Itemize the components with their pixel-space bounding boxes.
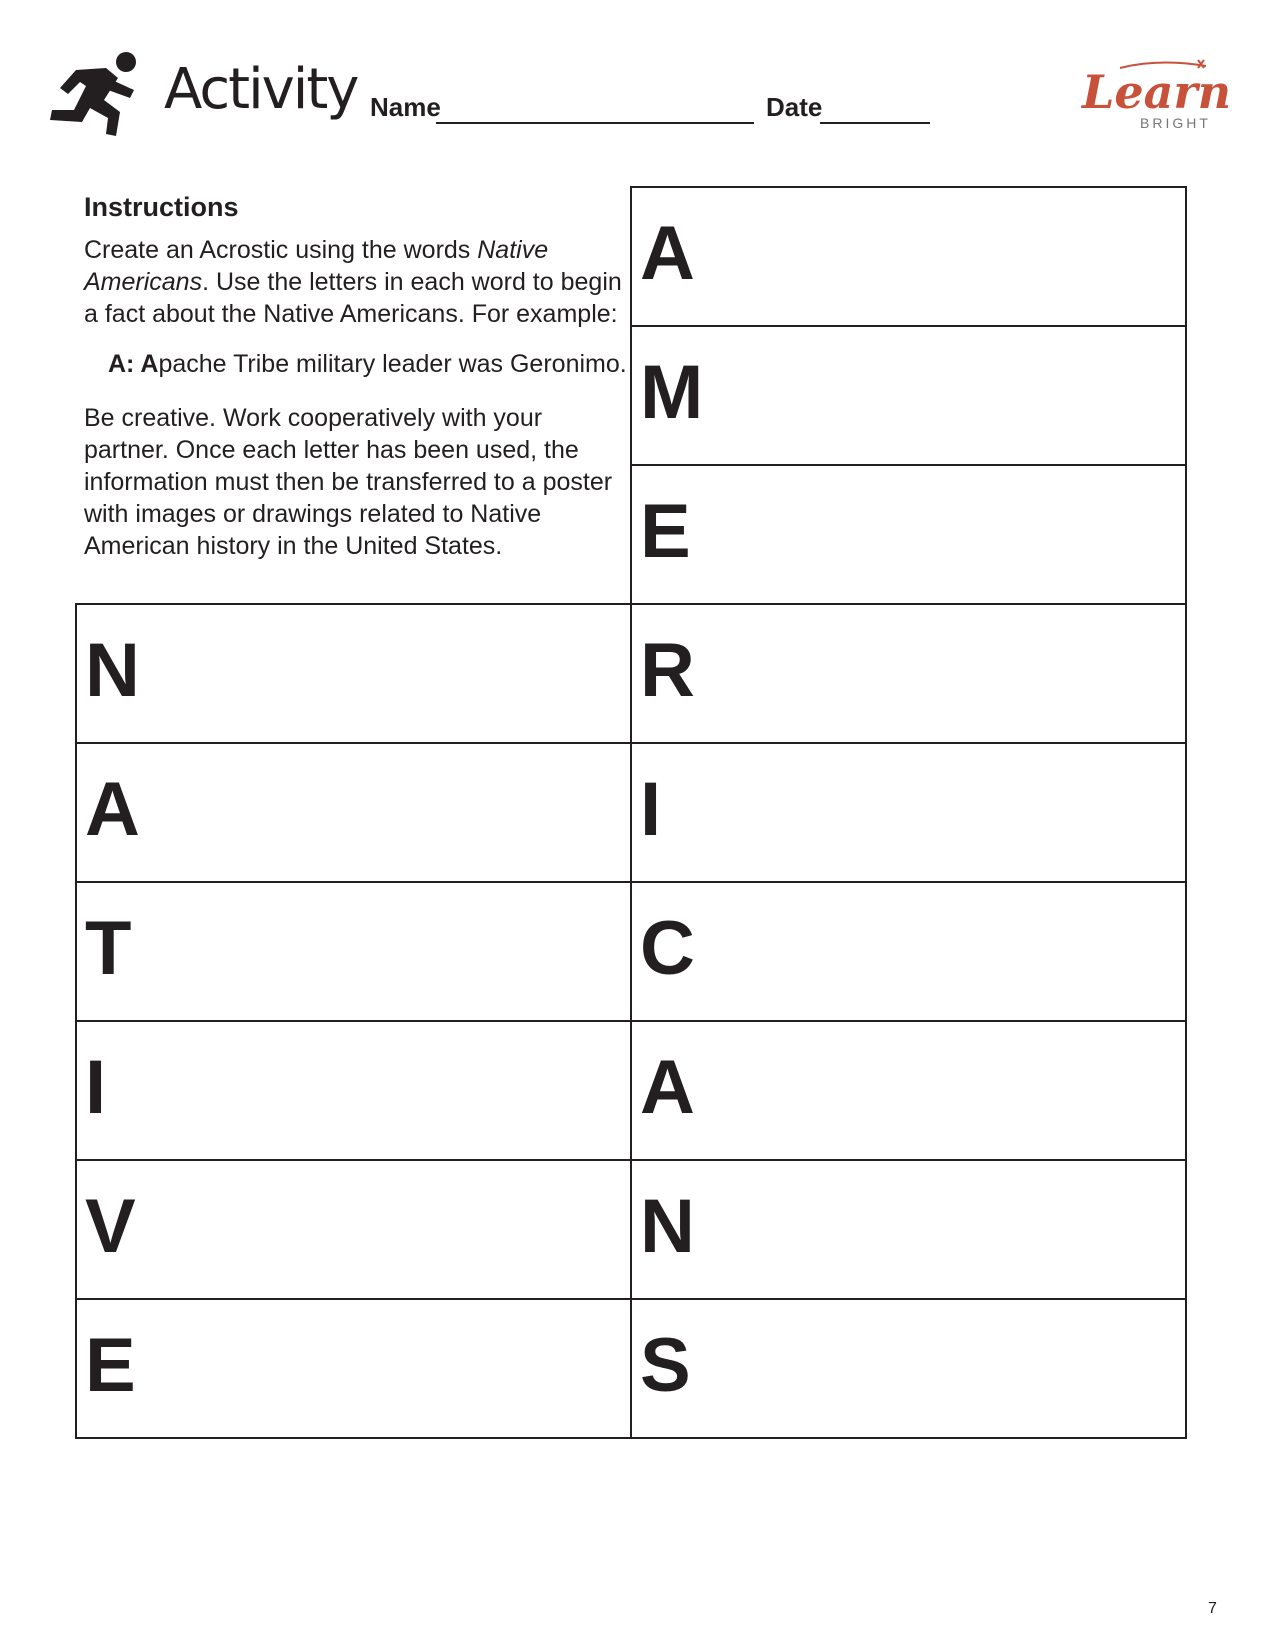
acrostic-letter: N (85, 628, 140, 713)
acrostic-cell-americans-8[interactable] (630, 1159, 1187, 1300)
date-field[interactable] (820, 122, 930, 124)
acrostic-letter: T (85, 906, 132, 991)
page-number: 7 (1208, 1600, 1217, 1617)
svg-text:BRIGHT: BRIGHT (1140, 115, 1211, 131)
instructions-block (84, 190, 632, 562)
acrostic-letter: M (640, 350, 704, 435)
running-person-icon (46, 50, 142, 138)
acrostic-letter: E (640, 489, 691, 574)
acrostic-letter: E (85, 1323, 136, 1408)
acrostic-letter: A (85, 767, 140, 852)
acrostic-cell-native-6[interactable] (75, 1298, 632, 1439)
acrostic-cell-americans-4[interactable] (630, 603, 1187, 744)
acrostic-cell-native-1[interactable] (75, 603, 632, 744)
name-label: Name (370, 92, 441, 122)
acrostic-letter: I (640, 767, 662, 852)
instructions-heading: Instructions (84, 192, 239, 222)
acrostic-letter: R (640, 628, 695, 713)
acrostic-letter: A (640, 211, 695, 296)
acrostic-cell-native-4[interactable] (75, 1020, 632, 1161)
acrostic-letter: C (640, 906, 695, 991)
acrostic-cell-native-3[interactable] (75, 881, 632, 1022)
acrostic-letter: S (640, 1323, 691, 1408)
acrostic-cell-native-5[interactable] (75, 1159, 632, 1300)
instructions-paragraph: Create an Acrostic using the words Native Americans. Use the letters in each word to begin a fact about the Native Americans. For example: (84, 236, 622, 328)
acrostic-letter: V (85, 1184, 136, 1269)
instructions-paragraph-2: Be creative. Work cooperatively with your partner. Once each letter has been used, the information must then be transferred to a poster with images or drawings related to Native American history in the United States. (84, 404, 613, 560)
name-field[interactable] (436, 122, 754, 124)
acrostic-cell-americans-6[interactable] (630, 881, 1187, 1022)
acrostic-cell-americans-3[interactable] (630, 464, 1187, 605)
acrostic-cell-americans-2[interactable] (630, 325, 1187, 466)
acrostic-letter: N (640, 1184, 695, 1269)
date-label: Date (766, 92, 823, 122)
svg-text:Learn: Learn (1082, 65, 1232, 119)
activity-title: Activity (164, 57, 358, 122)
acrostic-cell-americans-9[interactable] (630, 1298, 1187, 1439)
learn-bright-logo (1080, 56, 1240, 136)
example-line: A: Apache Tribe military leader was Geronimo. (108, 350, 627, 378)
acrostic-cell-americans-1[interactable] (630, 186, 1187, 327)
acrostic-cell-native-2[interactable] (75, 742, 632, 883)
acrostic-cell-americans-5[interactable] (630, 742, 1187, 883)
acrostic-letter: I (85, 1045, 107, 1130)
acrostic-cell-americans-7[interactable] (630, 1020, 1187, 1161)
acrostic-letter: A (640, 1045, 695, 1130)
